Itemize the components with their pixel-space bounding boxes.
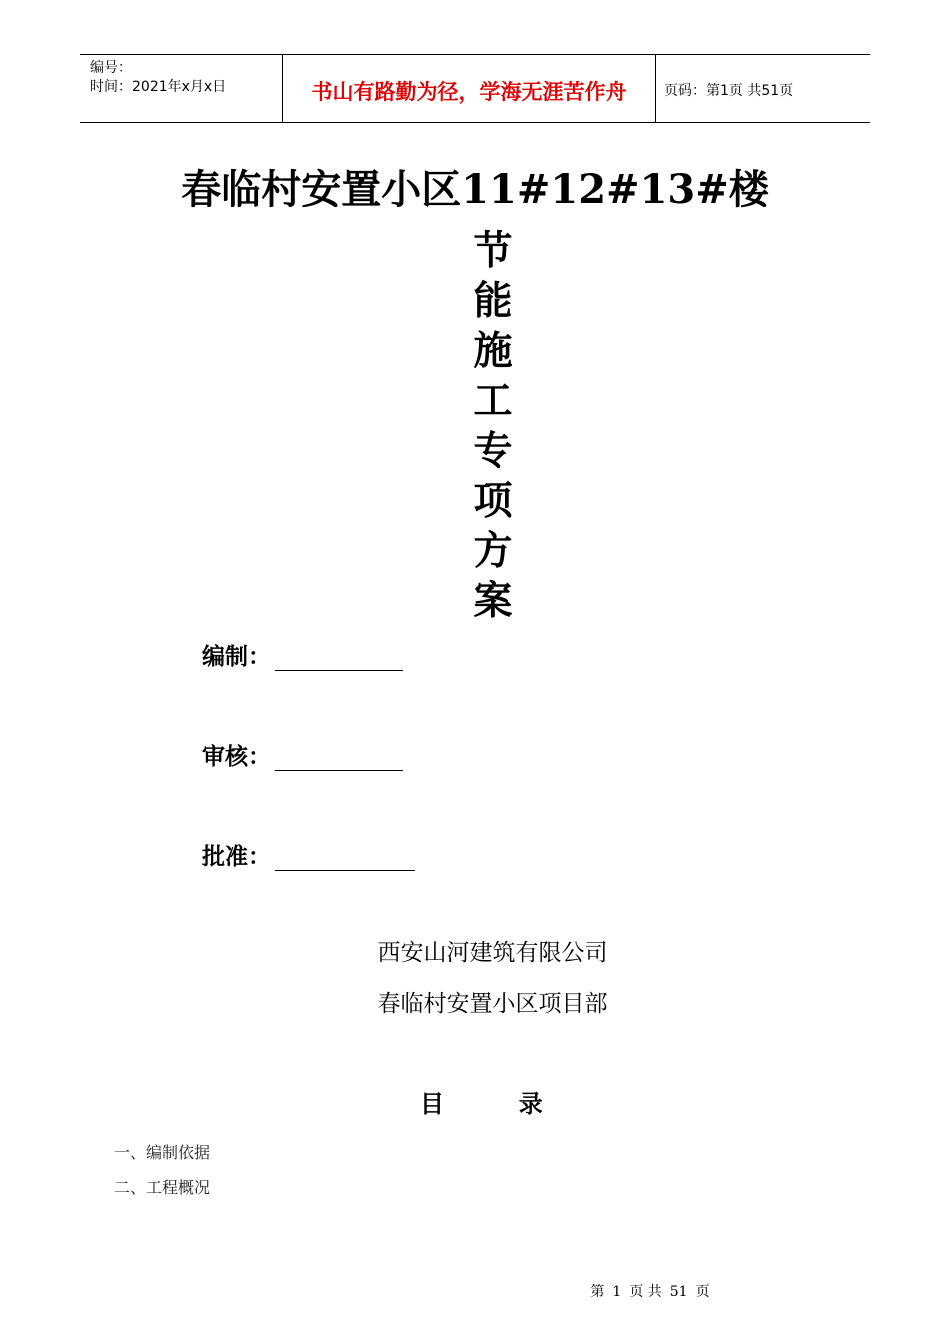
document-time-label: 时间：2021年x月x日 <box>90 79 227 95</box>
header-motto: 书山有路勤为径，学海无涯苦作舟 <box>282 55 656 122</box>
footer-suffix: 页 <box>695 1284 710 1300</box>
subtitle-char: 能 <box>473 278 513 324</box>
review-signature-line[interactable] <box>275 748 403 771</box>
document-number-label: 编号： <box>90 60 132 76</box>
subtitle-char: 方 <box>473 528 513 574</box>
compile-label: 编制： <box>202 643 271 670</box>
review-label: 审核： <box>202 743 271 770</box>
subtitle-char: 节 <box>473 228 513 274</box>
footer-mid: 页 共 <box>629 1284 662 1300</box>
header-meta <box>80 55 282 122</box>
subtitle-char: 案 <box>473 578 513 624</box>
document-header <box>80 54 870 123</box>
toc-item[interactable]: 二、工程概况 <box>114 1178 211 1197</box>
project-department: 春临村安置小区项目部 <box>377 991 608 1017</box>
approve-signature <box>202 838 415 871</box>
toc-item[interactable]: 一、编制依据 <box>114 1143 211 1162</box>
footer-total-pages: 51 <box>669 1284 688 1300</box>
subtitle-char: 专 <box>473 428 513 474</box>
compile-signature-line[interactable] <box>275 648 403 671</box>
company-name: 西安山河建筑有限公司 <box>377 940 608 966</box>
vertical-subtitle <box>468 226 518 626</box>
footer-prefix: 第 <box>590 1284 605 1300</box>
toc-heading-left: 目 <box>420 1089 444 1118</box>
page-footer <box>0 1281 950 1301</box>
toc-heading-right: 录 <box>518 1089 543 1118</box>
review-signature <box>202 738 403 771</box>
toc-heading <box>420 1084 543 1119</box>
approve-label: 批准： <box>202 843 271 870</box>
subtitle-char: 施 <box>473 328 513 374</box>
footer-page-number: 1 <box>612 1284 622 1300</box>
compile-signature <box>202 638 403 671</box>
approve-signature-line[interactable] <box>275 848 415 871</box>
header-page-info: 页码：第1页 共51页 <box>664 82 794 99</box>
document-title: 春临村安置小区11#12#13#楼 <box>181 166 769 213</box>
subtitle-char: 项 <box>473 478 513 524</box>
subtitle-char: 工 <box>473 378 513 424</box>
